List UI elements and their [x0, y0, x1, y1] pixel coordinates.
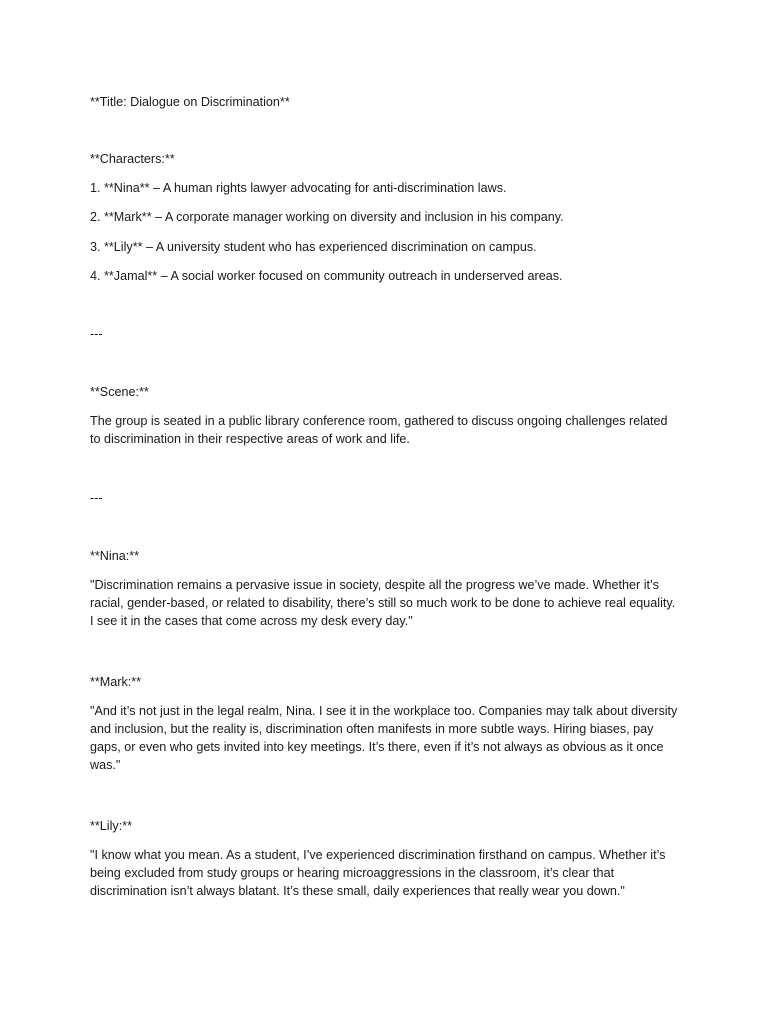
speaker-name: **Nina:** — [90, 549, 140, 563]
separator: --- — [90, 327, 103, 341]
character-item: 1. **Nina** – A human rights lawyer advocating for anti-discrimination laws. — [90, 181, 507, 195]
dialogue-text: "And it’s not just in the legal realm, Nina. I see it in the workplace too. Companies may talk about diversity and inclusion, but the reality is, discrimination often manifests in more subtle ways. Hiring biases, pay gaps, or even who gets invited into key meetings. It’s there, even if it’s not always as obvious as it once was." — [90, 704, 678, 772]
speaker-name: **Mark:** — [90, 675, 142, 689]
document-title: **Title: Dialogue on Discrimination** — [90, 95, 290, 109]
dialogue-text: "Discrimination remains a pervasive issue in society, despite all the progress we’ve made. Whether it’s racial, gender-based, or related to disability, there’s still so much work to be done to achieve real equality. I see it in the cases that come across my desk every day." — [90, 578, 676, 628]
character-item: 2. **Mark** – A corporate manager working on diversity and inclusion in his company. — [90, 210, 564, 224]
scene-heading: **Scene:** — [90, 385, 149, 399]
character-item: 3. **Lily** – A university student who has experienced discrimination on campus. — [90, 240, 537, 254]
dialogue-text: "I know what you mean. As a student, I’ve experienced discrimination firsthand on campus. Whether it’s being excluded from study groups or hearing microaggressions in the classroom, it’s clear that discrimination isn’t always blatant. It’s these small, daily experiences that really wear you down." — [90, 848, 666, 898]
scene-description: The group is seated in a public library conference room, gathered to discuss ongoing challenges related to discrimination in their respective areas of work and life. — [90, 414, 668, 446]
speaker-name: **Lily:** — [90, 819, 132, 833]
characters-heading: **Characters:** — [90, 152, 175, 166]
separator: --- — [90, 491, 103, 505]
character-item: 4. **Jamal** – A social worker focused on community outreach in underserved areas. — [90, 269, 563, 283]
